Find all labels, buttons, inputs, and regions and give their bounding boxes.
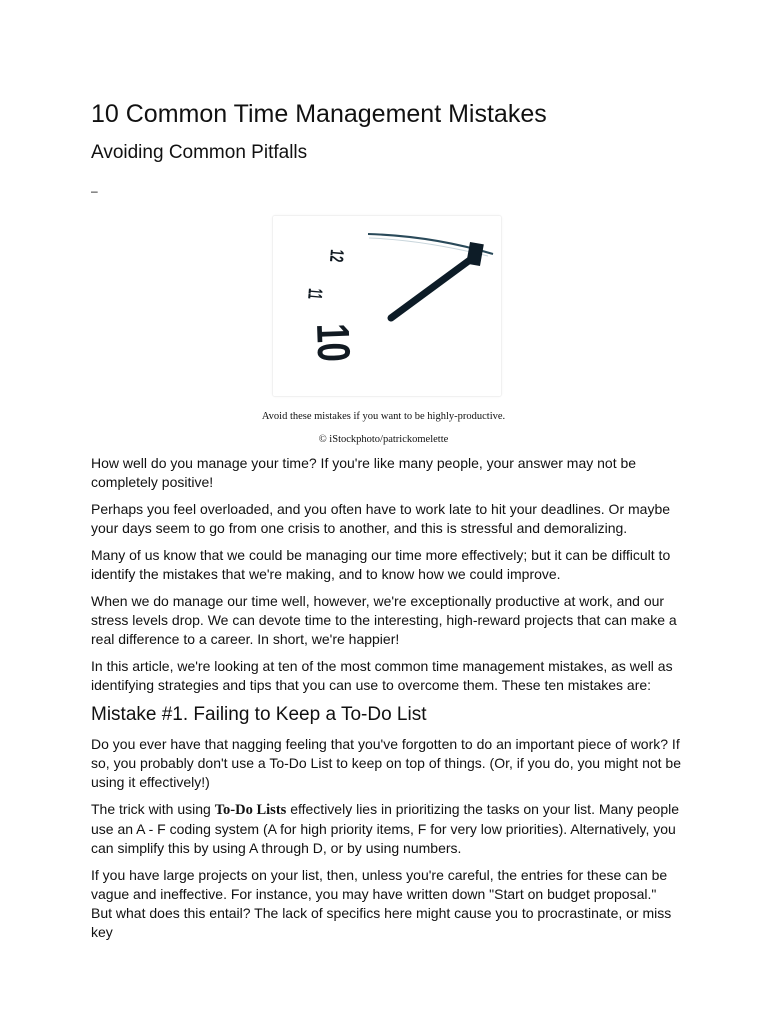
to-do-lists-link[interactable]: To-Do Lists <box>214 802 287 818</box>
paragraph-mistake-1-b <box>91 800 681 858</box>
section-heading-mistake-1: Mistake #1. Failing to Keep a To-Do List <box>91 704 427 725</box>
paragraph-intro-1: How well do you manage your time? If you're like many people, your answer may not be completely positive! <box>91 455 637 490</box>
page-title: 10 Common Time Management Mistakes <box>91 100 547 128</box>
figure-caption: Avoid these mistakes if you want to be highly-productive. <box>261 411 506 422</box>
paragraph-intro-4: When we do manage our time well, however, we're exceptionally productive at work, and our stress levels drop. We can devote time to the interesting, high-reward projects that can make a real difference to a career. In short, we're happier! <box>91 593 677 647</box>
dash-mark: – <box>91 184 98 198</box>
paragraph-intro-3: Many of us know that we could be managing our time more effectively; but it can be difficult to identify the mistakes that we're making, and to know how we could improve. <box>91 547 671 582</box>
paragraph-text: The trick with using <box>91 801 215 817</box>
clock-face-illustration <box>273 216 501 396</box>
page-subtitle: Avoiding Common Pitfalls <box>91 142 308 163</box>
paragraph-intro-2: Perhaps you feel overloaded, and you often have to work late to hit your deadlines. Or maybe your days seem to go from one crisis to another, and this is stressful and demoralizing. <box>91 501 671 536</box>
clock-number-10: 10 <box>306 322 361 363</box>
figure-credit: © iStockphoto/patrickomelette <box>318 434 449 445</box>
paragraph-text: effectively lies in prioritizing the tasks on your list. Many people use an A - F coding system (A for high priority items, F for very low priorities). Alternatively, you can simplify this by using A through D, or by using numbers. <box>91 801 680 856</box>
article-body <box>91 454 681 950</box>
paragraph-intro-5: In this article, we're looking at ten of the most common time management mistakes, as well as identifying strategies and tips that you can use to overcome them. These ten mistakes are: <box>91 658 673 693</box>
paragraph-mistake-1-c: If you have large projects on your list, then, unless you're careful, the entries for these can be vague and ineffective. For instance, you may have written down "Start on budget proposal." But what does this entail? The lack of specifics here might cause you to procrastinate, or miss key <box>91 867 672 940</box>
clock-number-11: 11 <box>303 287 326 300</box>
paragraph-mistake-1-a: Do you ever have that nagging feeling that you've forgotten to do an important piece of work? If so, you probably don't use a To-Do List to keep on top of things. (Or, if you do, you might not be using it effectively!) <box>91 736 681 790</box>
clock-number-12: 12 <box>325 248 347 264</box>
clock-image <box>272 215 502 397</box>
